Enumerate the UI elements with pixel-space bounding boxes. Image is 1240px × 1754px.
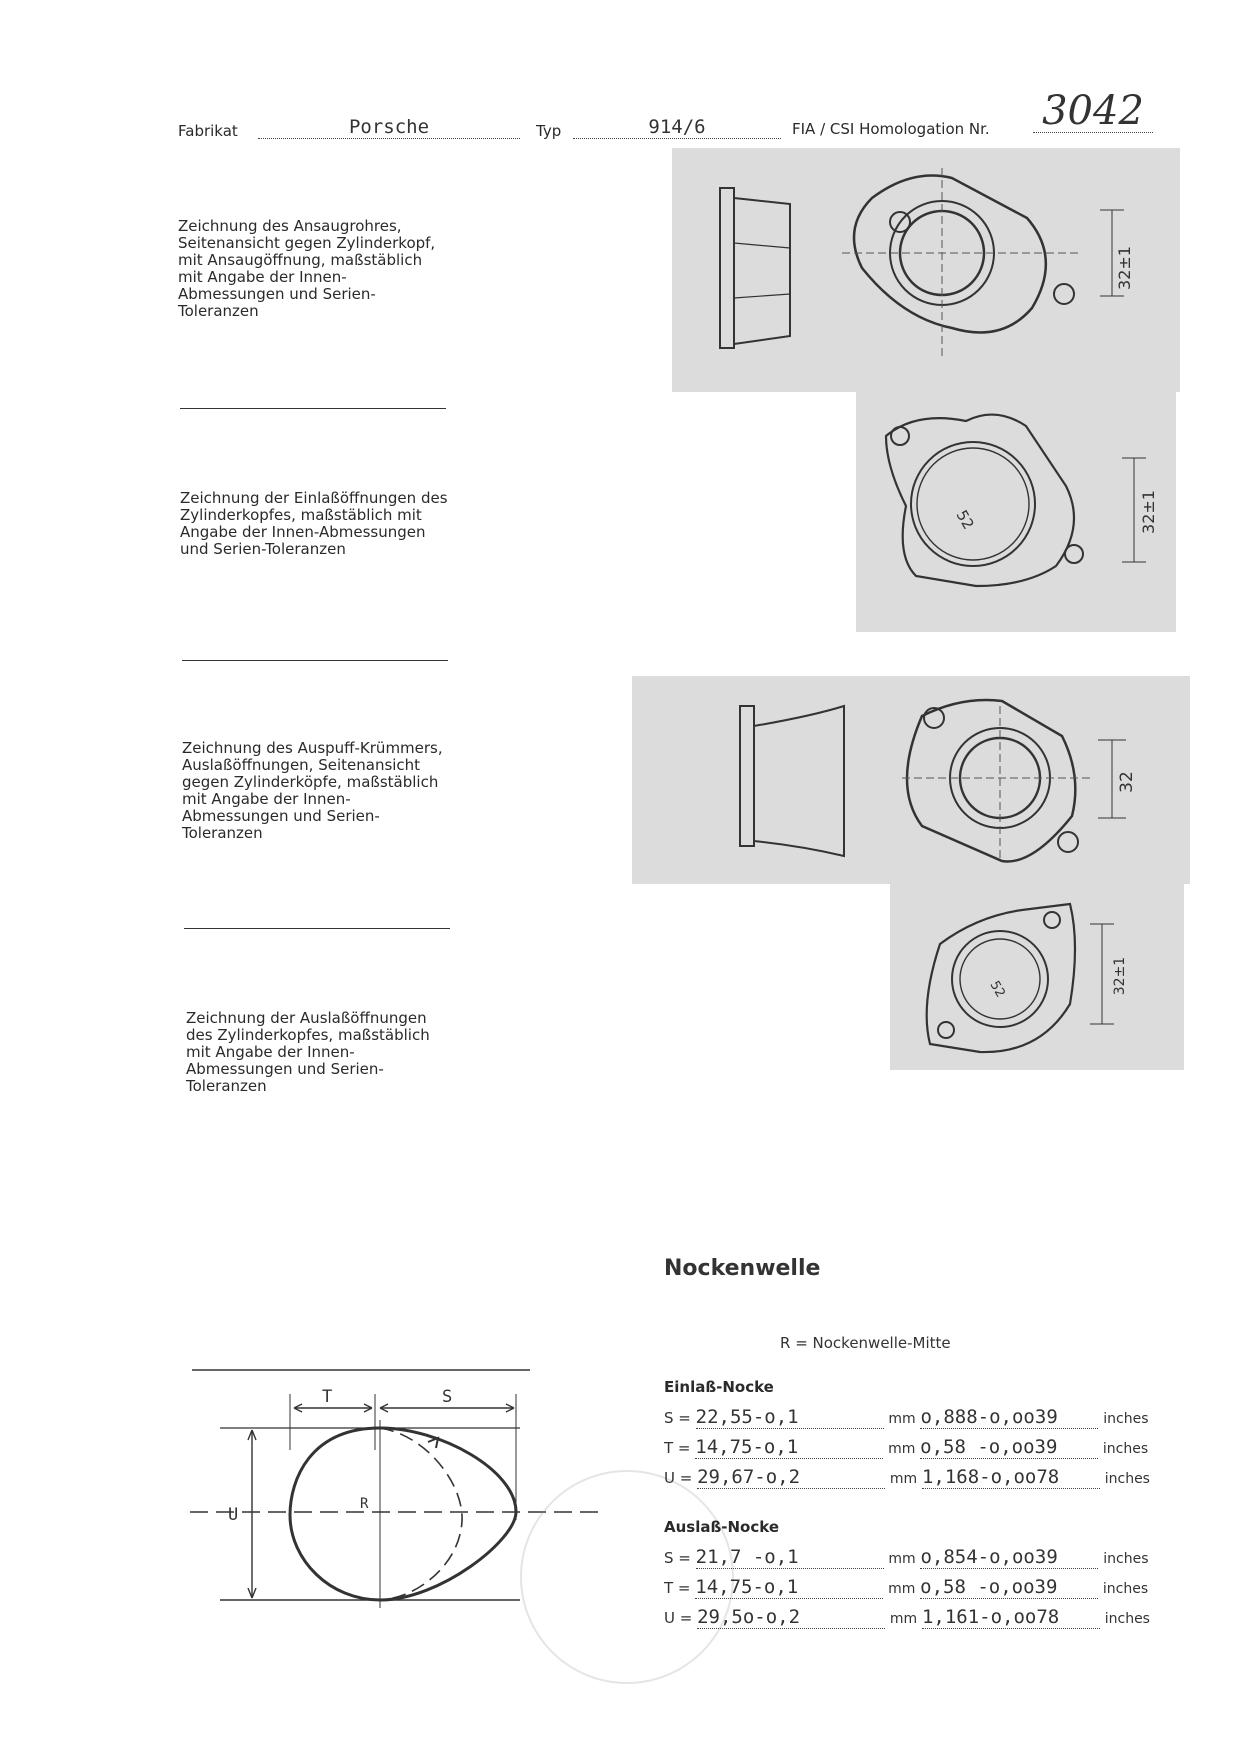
mm-value: 14,75-o,1 <box>695 1576 883 1599</box>
nockenwelle-title: Nockenwelle <box>664 1256 821 1281</box>
einlass-table <box>664 1406 1150 1496</box>
inches-value: o,58 -o,oo39 <box>920 1576 1098 1599</box>
row-key: U = <box>664 1609 693 1627</box>
homologation-number: 3042 <box>1042 88 1144 134</box>
unit-mm: mm <box>889 1611 918 1627</box>
fabrikat-label: Fabrikat <box>178 122 238 140</box>
intake-manifold-drawing <box>672 148 1180 392</box>
unit-mm: mm <box>889 1471 918 1487</box>
section-exhaust-manifold-description: Zeichnung des Auspuff-Krümmers, Auslaßöffnungen, Seitenansicht gegen Zylinderköpfe, maßstäblich mit Angabe der Innen-Abmessungen und Serien-Toleranzen <box>182 739 443 842</box>
unit-inches: inches <box>1104 1611 1150 1627</box>
auslass-row-u <box>664 1606 1150 1636</box>
unit-mm: mm <box>888 1411 916 1427</box>
unit-inches: inches <box>1102 1441 1149 1457</box>
auslass-title: Auslaß-Nocke <box>664 1518 779 1536</box>
typ-value: 914/6 <box>648 116 706 138</box>
section-inlet-port-description: Zeichnung der Einlaßöffnungen des Zylinderkopfes, maßstäblich mit Angabe der Innen-Abmessungen und Serien-Toleranzen <box>180 489 448 558</box>
exhaust-flange-dimension: 32 <box>1117 771 1137 793</box>
inlet-port-diameter: 52 <box>952 507 978 533</box>
section-intake-description: Zeichnung des Ansaugrohres, Seitenansicht gegen Zylinderkopf, mit Ansaugöffnung, maßstäblich mit Angabe der Innen-Abmessungen und Serien-Toleranzen <box>178 217 436 320</box>
row-key: S = <box>664 1409 691 1427</box>
einlass-title: Einlaß-Nocke <box>664 1378 774 1396</box>
row-key: T = <box>664 1439 691 1457</box>
unit-mm: mm <box>888 1551 916 1567</box>
einlass-row-u <box>664 1466 1150 1496</box>
row-key: U = <box>664 1469 693 1487</box>
exhaust-port-drawing <box>890 884 1184 1070</box>
exhaust-manifold-drawing <box>632 676 1190 884</box>
cam-label-r: R <box>360 1496 369 1512</box>
section-divider <box>184 928 450 929</box>
unit-inches: inches <box>1102 1581 1149 1597</box>
section-exhaust-port-description: Zeichnung der Auslaßöffnungen des Zylinderkopfes, maßstäblich mit Angabe der Innen-Abmessungen und Serien-Toleranzen <box>186 1009 430 1095</box>
mm-value: 29,67-o,2 <box>697 1466 885 1489</box>
mm-value: 29,5o-o,2 <box>697 1606 885 1629</box>
unit-mm: mm <box>888 1581 916 1597</box>
inches-value: o,58 -o,oo39 <box>920 1436 1098 1459</box>
inches-value: 1,161-o,oo78 <box>922 1606 1100 1629</box>
row-key: S = <box>664 1549 691 1567</box>
auslass-table <box>664 1546 1150 1636</box>
unit-inches: inches <box>1103 1551 1149 1567</box>
typ-label: Typ <box>536 122 562 140</box>
exhaust-port-diameter: 52 <box>986 978 1008 1001</box>
unit-inches: inches <box>1104 1471 1150 1487</box>
cam-label-s: S <box>442 1387 453 1407</box>
intake-flange-dimension: 32±1 <box>1115 246 1134 290</box>
mm-value: 14,75-o,1 <box>695 1436 883 1459</box>
inches-value: o,854-o,oo39 <box>920 1546 1098 1569</box>
section-divider <box>180 408 446 409</box>
unit-mm: mm <box>888 1441 916 1457</box>
fabrikat-field <box>258 116 520 139</box>
mm-value: 21,7 -o,1 <box>696 1546 884 1569</box>
einlass-row-s <box>664 1406 1150 1436</box>
auslass-row-s <box>664 1546 1150 1576</box>
typ-field <box>573 116 781 139</box>
section-divider <box>182 660 448 661</box>
exhaust-port-dimension: 32±1 <box>1112 956 1128 996</box>
inches-value: o,888-o,oo39 <box>920 1406 1098 1429</box>
inches-value: 1,168-o,oo78 <box>922 1466 1100 1489</box>
auslass-row-t <box>664 1576 1150 1606</box>
row-key: T = <box>664 1579 691 1597</box>
cam-label-t: T <box>322 1387 333 1407</box>
fabrikat-value: Porsche <box>348 116 430 138</box>
r-definition: R = Nockenwelle-Mitte <box>780 1334 951 1352</box>
inlet-port-dimension: 32±1 <box>1139 490 1158 534</box>
homologation-field <box>1033 88 1153 133</box>
inlet-port-drawing <box>856 386 1176 632</box>
mm-value: 22,55-o,1 <box>696 1406 884 1429</box>
unit-inches: inches <box>1103 1411 1149 1427</box>
cam-label-u: U <box>228 1505 239 1525</box>
homologation-label: FIA / CSI Homologation Nr. <box>792 120 990 138</box>
einlass-row-t <box>664 1436 1150 1466</box>
